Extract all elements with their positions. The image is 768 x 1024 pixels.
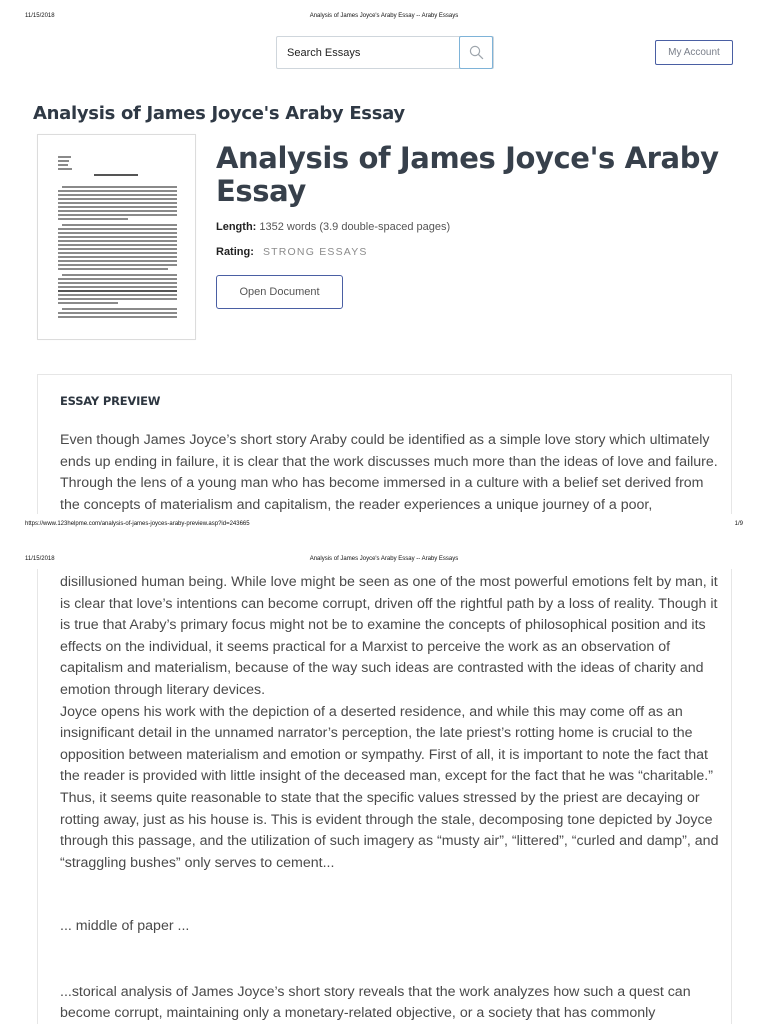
print-url: https://www.123helpme.com/analysis-of-james-joyces-araby-preview.asp?id=243665 — [25, 521, 250, 527]
open-document-button[interactable]: Open Document — [216, 275, 343, 309]
search-button[interactable] — [459, 36, 493, 69]
length-row — [216, 221, 450, 233]
search-icon — [469, 45, 484, 60]
rating-row — [216, 246, 368, 258]
print-title: Analysis of James Joyce's Araby Essay -- Araby Essays — [309, 13, 459, 19]
preview-page2-clip — [38, 569, 731, 1024]
document-thumbnail[interactable] — [37, 134, 196, 340]
rating-value: STRONG ESSAYS — [262, 246, 368, 258]
search-input[interactable] — [277, 37, 461, 68]
print-title-page2: Analysis of James Joyce's Araby Essay -- Araby Essays — [309, 556, 459, 562]
preview-page1-clip — [38, 430, 731, 514]
preview-continuation — [38, 569, 731, 1024]
preview-paragraph-1: Even though James Joyce’s short story Araby could be identified as a simple love story which ultimately ends up ending in failure, it is clear that the work discusses much more than the ideas of love and failure. Through the lens of a young man who has become immersed in a culture with a belief set derived from the concepts of materialism and capitalism, the reader experiences a unique journey of a poor, — [60, 432, 718, 513]
preview-paragraph-3: ...storical analysis of James Joyce’s short story reveals that the work analyzes how such a quest can become corrupt, maintaining only a monetary-related objective, or a society that has commonly — [60, 983, 691, 1022]
my-account-button[interactable]: My Account — [655, 40, 733, 65]
page-break — [0, 514, 768, 569]
print-date: 11/15/2018 — [25, 13, 55, 19]
length-value: 1352 words (3.9 double-spaced pages) — [259, 221, 451, 233]
page-heading: Analysis of James Joyce's Araby Essay — [33, 103, 405, 124]
print-date-page2: 11/15/2018 — [25, 556, 55, 562]
length-label: Length: — [216, 221, 257, 233]
preview-paragraph-2: Joyce opens his work with the depiction of a deserted residence, and while this may come off as an insignificant detail in the unnamed narrator’s perception, the late priest’s rotting home is crucial to the opposition between materialism and emotion or sympathy. First of all, it is important to note the fact that the reader is provided with little insight of the deceased man, except for the fact that he was “charitable.” Thus, it seems quite reasonable to state that the specific values stressed by the priest are decaying or rotting away, just as his house is. This is evident through the stale, decomposing tone depicted by Joyce through this passage, and the utilization of such imagery as “musty air”, “littered”, “curled and damp”, and “straggling bushes” only serves to cement... — [60, 703, 719, 871]
print-page-number: 1/9 — [734, 521, 743, 527]
preview-paragraph-1-continued: disillusioned human being. While love might be seen as one of the most powerful emotions felt by man, it is clear that love’s intentions can become corrupt, driven off the rightful path by a loss of reality. Though it is true that Araby’s primary focus might not be to examine the concepts of philosophical position and its effects on the individual, it seems practical for a Marxist to perceive the work as an observation of capitalism and materialism, because of the way such ideas are contrasted with the ideas of charity and emotion through literary devices. — [60, 573, 718, 698]
preview-middle-marker: ... middle of paper ... — [60, 918, 190, 935]
essay-preview-label: ESSAY PREVIEW — [60, 394, 161, 408]
document-title: Analysis of James Joyce's Araby Essay — [216, 141, 719, 208]
search-box — [276, 36, 494, 69]
rating-label: Rating: — [216, 246, 254, 258]
